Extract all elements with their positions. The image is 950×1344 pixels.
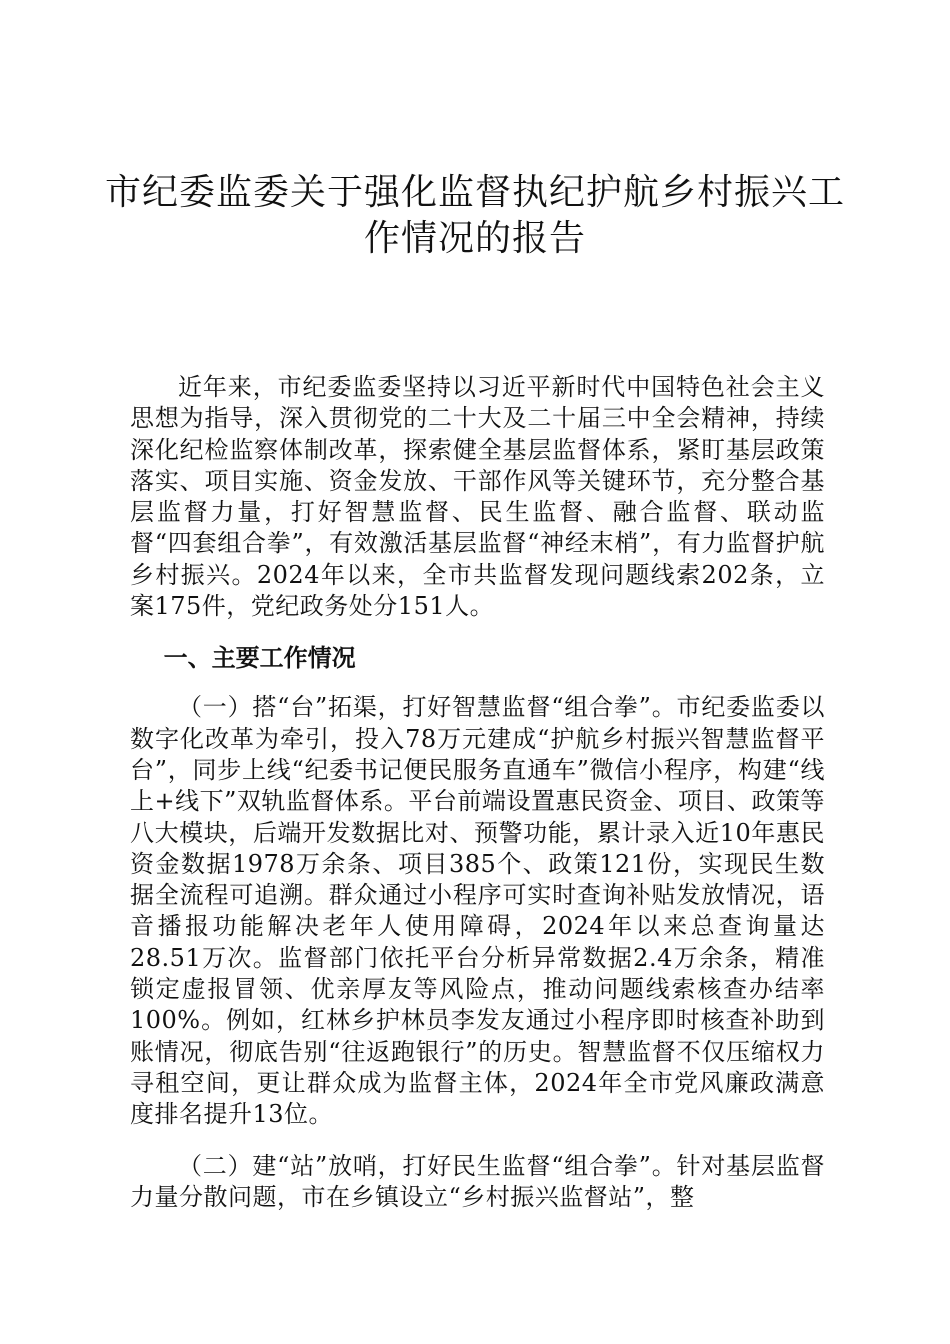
paragraph-livelihood-supervision: （二）建“站”放哨，打好民生监督“组合拳”。针对基层监督力量分散问题，市在乡镇设立“乡村振兴监督站”，整: [130, 1151, 825, 1211]
document-body: [130, 372, 825, 1213]
section-heading: 一、主要工作情况: [163, 644, 356, 673]
document-title: 市纪委监委关于强化监督执纪护航乡村振兴工作情况的报告: [104, 172, 845, 259]
intro-paragraph: 近年来，市纪委监委坚持以习近平新时代中国特色社会主义思想为指导，深入贯彻党的二十大及二十届三中全会精神，持续深化纪检监察体制改革，探索健全基层监督体系，紧盯基层政策落实、项目实施、资金发放、干部作风等关键环节，充分整合基层监督力量，打好智慧监督、民生监督、融合监督、联动监督“四套组合拳”，有效激活基层监督“神经末梢”，有力监督护航乡村振兴。2024年以来，全市共监督发现问题线索202条，立案175件，党纪政务处分151人。: [130, 373, 825, 621]
paragraph-smart-supervision: （一）搭“台”拓渠，打好智慧监督“组合拳”。市纪委监委以数字化改革为牵引，投入78万元建成“护航乡村振兴智慧监督平台”，同步上线“纪委书记便民服务直通车”微信小程序，构建“线上+线下”双轨监督体系。平台前端设置惠民资金、项目、政策等八大模块，后端开发数据比对、预警功能，累计录入近10年惠民资金数据1978万余条、项目385个、政策121份，实现民生数据全流程可追溯。群众通过小程序可实时查询补贴发放情况，语音播报功能解决老年人使用障碍，2024年以来总查询量达28.51万次。监督部门依托平台分析异常数据2.4万余条，精准锁定虚报冒领、优亲厚友等风险点，推动问题线索核查办结率100%。例如，红林乡护林员李发友通过小程序即时核查补助到账情况，彻底告别“往返跑银行”的历史。智慧监督不仅压缩权力寻租空间，更让群众成为监督主体，2024年全市党风廉政满意度排名提升13位。: [130, 693, 825, 1129]
